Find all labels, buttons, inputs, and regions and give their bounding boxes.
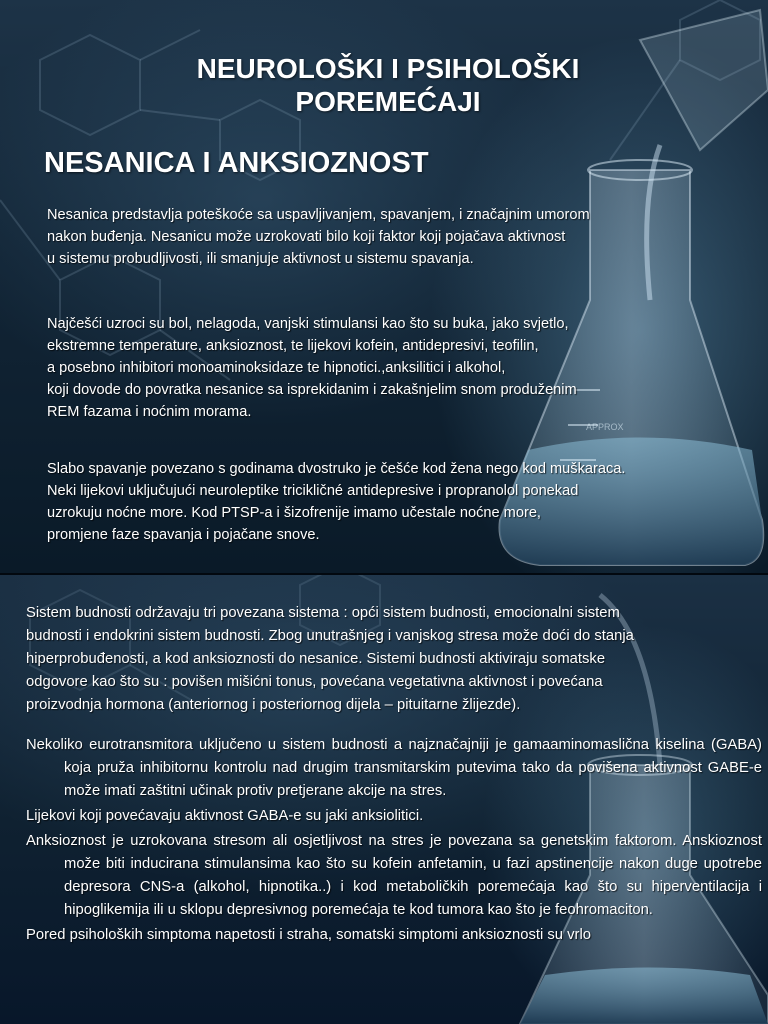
list-item-gaba-drugs: Lijekovi koji povećavaju aktivnost GABA-e su jaki anksiolitici.	[26, 808, 424, 824]
list-item-somatic-symptoms: Pored psiholoških simptoma napetosti i straha, somatski simptomi anksioznosti su vrlo	[26, 927, 591, 943]
slide-2-content	[26, 602, 762, 949]
paragraph-sleep-age: Slabo spavanje povezano s godinama dvostruko je češće kod žena nego kod muškaraca. Neki lijekovi uključujući neuroleptike tricikličné antidepresive i propranolol ponekad uzrokuju noćne more. Kod PTSP-a i šizofrenije imamo učestale noćne more, promjene faze spavanja i pojačane snove.	[47, 461, 626, 543]
list-item-anxiety-causes: Anksioznost je uzrokovana stresom ali osjetljivost na stres je povezana sa genetskim faktorom. Anskioznost može biti inducirana stimulansima kao što su kofein anfetamin, u fazi apstinencije nakon duge upotrebe depresora CNS-a (alkohol, hipnotika..) i kod metaboličkih poremećaja kao što su hiperventilacija i hipoglikemija ili u sklopu depresivnog poremećaja te kod tumora kao što je feohromaciton.	[26, 833, 762, 918]
slide-2	[0, 575, 768, 1024]
list-item-neurotransmitters: Nekoliko eurotransmitora uključeno u sistem budnosti a najznačajniji je gamaaminomaslična kiselina (GABA) koja pruža inhibitornu kontrolu nad drugim transmitarskim putevima tako da povišena aktivnost GABE-e može imati zaštitni učinak protiv pretjerane akcije na stres.	[26, 737, 762, 799]
slide-title	[100, 52, 676, 118]
flask-label: APPROX	[586, 422, 624, 432]
slide-title-text: NEUROLOŠKI I PSIHOLOŠKI POREMEĆAJI	[196, 53, 580, 117]
paragraph-insomnia-definition: Nesanica predstavlja poteškoće sa uspavljivanjem, spavanjem, i značajnim umorom nakon buđenja. Nesanicu može uzrokovati bilo koji faktor koji pojačava aktivnost u sistemu probudljivosti, ili smanjuje aktivnost u sistemu spavanja.	[47, 207, 590, 267]
slide-subtitle: NESANICA I ANKSIOZNOST	[44, 147, 429, 179]
paragraph-alertness-systems: Sistem budnosti održavaju tri povezana sistema : opći sistem budnosti, emocionalni sistem budnosti i endokrini sistem budnosti. Zbog unutrašnjeg i vanjskog stresa može doći do stanja hiperprobuđenosti, a kod anksioznosti do nesanice. Sistemi budnosti aktiviraju somatske odgovore kao što su : povišen mišićni tonus, povećana vegetativna aktivnost i povećana proizvodnja hormona (anteriornog i posteriornog dijela – pituitarne žlijezde).	[26, 605, 634, 713]
paragraph-insomnia-causes: Najčešći uzroci su bol, nelagoda, vanjski stimulansi kao što su buka, jako svjetlo, ekstremne temperature, anksioznost, te lijekovi kofein, antidepresivi, teofilin, a posebno inhibitori monoaminoksidaze te hipnotici.,anksilitici i alkohol, koji dovode do povratka nesanice sa isprekidanim i zakašnjelim snom produženim REM fazama i noćnim morama.	[47, 316, 577, 420]
